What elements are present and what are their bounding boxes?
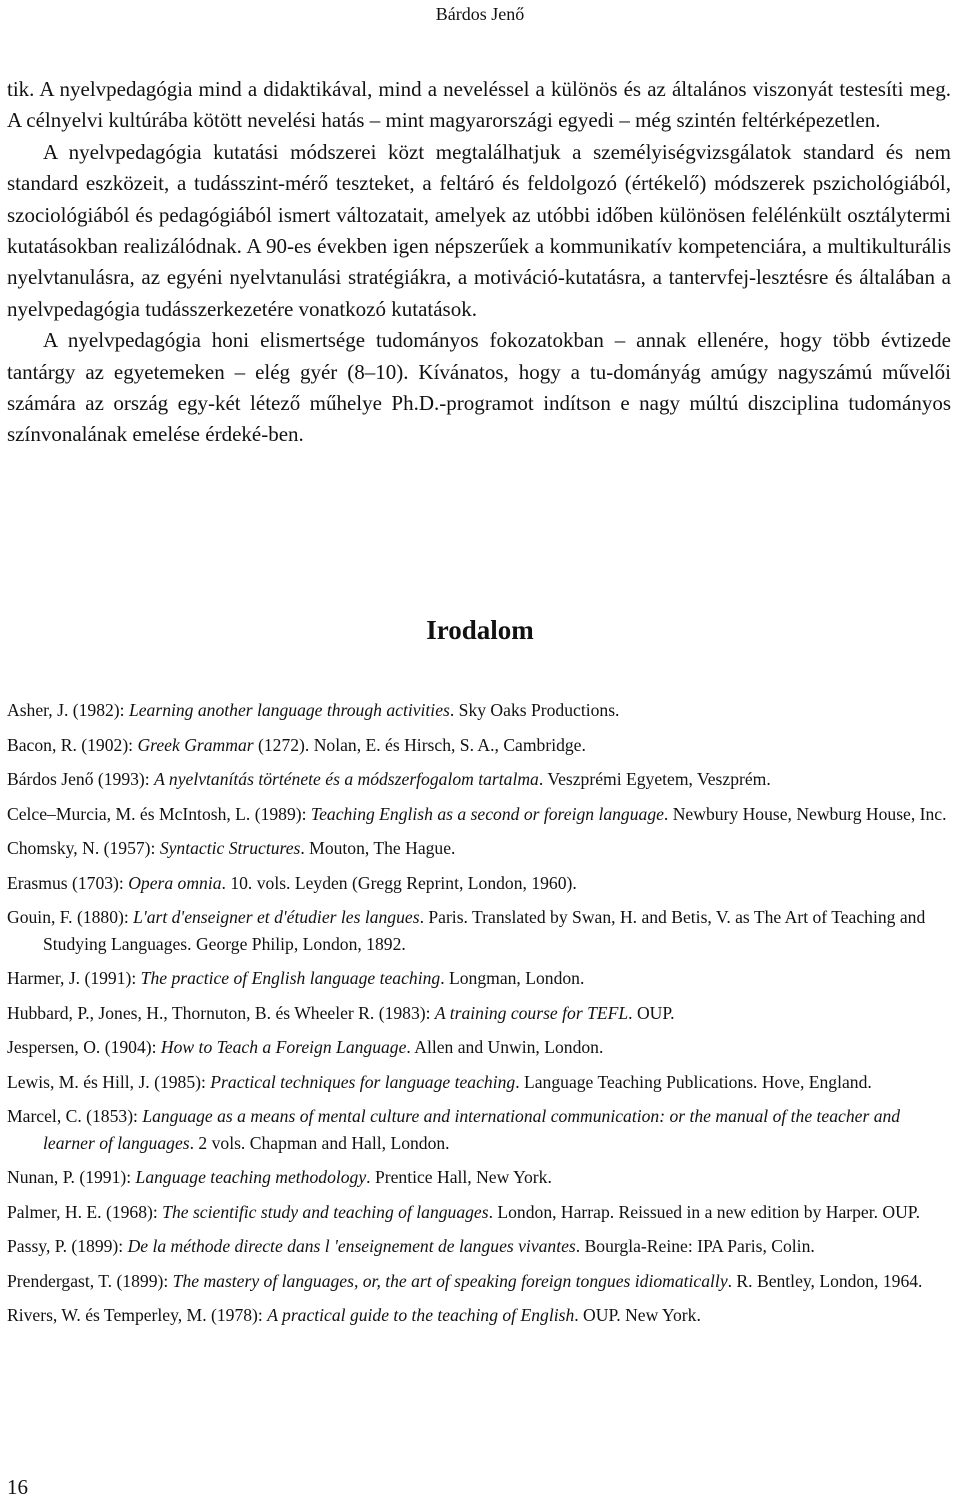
- paragraph-2: A nyelvpedagógia kutatási módszerei közt megtalálhatjuk a személyiségvizsgálatok standard és nem standard eszközeit, a tudásszint-mérő teszteket, a feltáró és feldolgozó (értékelő) módszerek pszichológiából, szociológiából és pedagógiából ismert változatait, amelyek az utóbbi időben különösen felélénkült osztálytermi kutatásokban realizálódnak. A 90-es években igen népszerűek a kommunikatív kompetenciára, a multikulturális nyelvtanulásra, az egyéni nyelvtanulási stratégiákra, a motiváció-kutatásra, a tantervfej-lesztésre és általában a nyelvpedagógia tudásszerkezetére vonatkozó kutatások.: [7, 139, 951, 321]
- reference-entry: [7, 965, 951, 992]
- reference-author-year: Rivers, W. és Temperley, M. (1978):: [7, 1305, 268, 1325]
- reference-entry: [7, 870, 951, 897]
- reference-entry: [7, 835, 951, 862]
- reference-publisher: . Paris. Translated by Swan, H. and Betis, V. as The Art of Teaching and Studying Languages. George Philip, London, 1892.: [43, 907, 926, 954]
- running-head: Bárdos Jenő: [435, 4, 525, 24]
- reference-author-year: Nunan, P. (1991):: [7, 1167, 136, 1187]
- reference-publisher: . OUP.: [628, 1002, 675, 1023]
- reference-author-year: Asher, J. (1982):: [7, 700, 129, 720]
- reference-author-year: Palmer, H. E. (1968):: [7, 1201, 163, 1222]
- reference-publisher: . OUP. New York.: [574, 1305, 701, 1325]
- reference-title: L'art d'enseigner et d'étudier les langues: [133, 907, 420, 927]
- reference-title: The scientific study and teaching of languages: [162, 1201, 489, 1222]
- reference-publisher: . Bourgla-Reine: IPA Paris, Colin.: [575, 1236, 815, 1256]
- reference-publisher: . Veszprémi Egyetem, Veszprém.: [538, 769, 771, 789]
- reference-entry: [7, 732, 951, 759]
- reference-title: The mastery of languages, or, the art of speaking foreign tongues idiomatically: [172, 1270, 728, 1291]
- reference-publisher: . 2 vols. Chapman and Hall, London.: [189, 1132, 450, 1153]
- reference-author-year: Prendergast, T. (1899):: [7, 1270, 173, 1291]
- reference-entry: [7, 1199, 951, 1226]
- body-text: [7, 74, 951, 451]
- reference-entry: [7, 697, 951, 724]
- reference-author-year: Gouin, F. (1880):: [7, 907, 134, 927]
- reference-author-year: Chomsky, N. (1957):: [7, 838, 160, 858]
- reference-publisher: . Longman, London.: [440, 968, 585, 988]
- reference-entry: [7, 1000, 951, 1027]
- reference-title: Learning another language through activities: [128, 700, 450, 720]
- reference-entry: [7, 1103, 951, 1156]
- reference-title: A nyelvtanítás története és a módszerfogalom tartalma: [154, 769, 539, 789]
- reference-publisher: . 10. vols. Leyden (Gregg Reprint, London, 1960).: [221, 872, 577, 893]
- reference-publisher: . Prentice Hall, New York.: [366, 1167, 552, 1187]
- reference-publisher: . Mouton, The Hague.: [300, 838, 456, 858]
- reference-author-year: Bacon, R. (1902):: [7, 734, 138, 755]
- reference-title: De la méthode directe dans l 'enseignement de langues vivantes: [127, 1236, 576, 1256]
- reference-entry: [7, 1302, 951, 1329]
- reference-publisher: (1272). Nolan, E. és Hirsch, S. A., Cambridge.: [253, 734, 586, 755]
- reference-entry: [7, 1233, 951, 1260]
- reference-entry: [7, 766, 951, 793]
- reference-title: Practical techniques for language teaching: [210, 1071, 516, 1092]
- reference-list: [7, 697, 951, 1337]
- section-title: Irodalom: [426, 615, 534, 645]
- reference-title: How to Teach a Foreign Language: [160, 1037, 407, 1057]
- reference-publisher: . London, Harrap. Reissued in a new edition by Harper. OUP.: [488, 1201, 921, 1222]
- reference-title: A practical guide to the teaching of English: [267, 1305, 575, 1325]
- reference-entry: [7, 1069, 951, 1096]
- reference-publisher: . Newbury House, Newburg House, Inc.: [663, 803, 947, 824]
- reference-author-year: Jespersen, O. (1904):: [7, 1037, 161, 1057]
- reference-author-year: Harmer, J. (1991):: [7, 968, 141, 988]
- reference-author-year: Marcel, C. (1853):: [7, 1106, 143, 1126]
- reference-author-year: Passy, P. (1899):: [7, 1236, 128, 1256]
- reference-title: Teaching English as a second or foreign language: [310, 803, 664, 824]
- reference-title: Greek Grammar: [137, 734, 254, 755]
- reference-author-year: Celce–Murcia, M. és McIntosh, L. (1989):: [7, 803, 311, 824]
- reference-entry: [7, 1268, 951, 1295]
- reference-title: Language teaching methodology: [135, 1167, 367, 1187]
- paragraph-1: tik. A nyelvpedagógia mind a didaktikával, mind a neveléssel a különös és az általános viszonyát testesíti meg. A célnyelvi kultúrába kötött nevelési hatás – mint magyarországi egyedi – még szintén feltérképezetlen.: [7, 77, 951, 133]
- reference-title: Opera omnia: [128, 872, 222, 893]
- reference-publisher: . Language Teaching Publications. Hove, England.: [515, 1071, 872, 1092]
- reference-title: The practice of English language teaching: [140, 968, 441, 988]
- reference-publisher: . Sky Oaks Productions.: [449, 700, 620, 720]
- reference-title: Syntactic Structures: [159, 838, 301, 858]
- reference-author-year: Bárdos Jenő (1993):: [7, 769, 155, 789]
- reference-publisher: . R. Bentley, London, 1964.: [727, 1270, 923, 1291]
- reference-author-year: Erasmus (1703):: [7, 872, 129, 893]
- page-number: 16: [7, 1475, 28, 1499]
- reference-entry: [7, 801, 951, 828]
- reference-entry: [7, 904, 951, 957]
- reference-title: Language as a means of mental culture and international communication: or the manual of the teacher and learner of languages: [43, 1106, 901, 1153]
- reference-title: A training course for TEFL: [434, 1002, 629, 1023]
- reference-publisher: . Allen and Unwin, London.: [406, 1037, 604, 1057]
- reference-author-year: Lewis, M. és Hill, J. (1985):: [7, 1071, 211, 1092]
- reference-author-year: Hubbard, P., Jones, H., Thornuton, B. és Wheeler R. (1983):: [7, 1002, 435, 1023]
- reference-entry: [7, 1164, 951, 1191]
- reference-entry: [7, 1034, 951, 1061]
- paragraph-3: A nyelvpedagógia honi elismertsége tudományos fokozatokban – annak ellenére, hogy több évtizede tantárgy az egyetemeken – elég gyér (8–10). Kívánatos, hogy a tu-dományág amúgy nagyszámú művelői számára az ország egy-két létező műhelye Ph.D.-programot indítson e nagy múltú diszciplina tudományos színvonalának emelése érdeké-ben.: [7, 328, 951, 447]
